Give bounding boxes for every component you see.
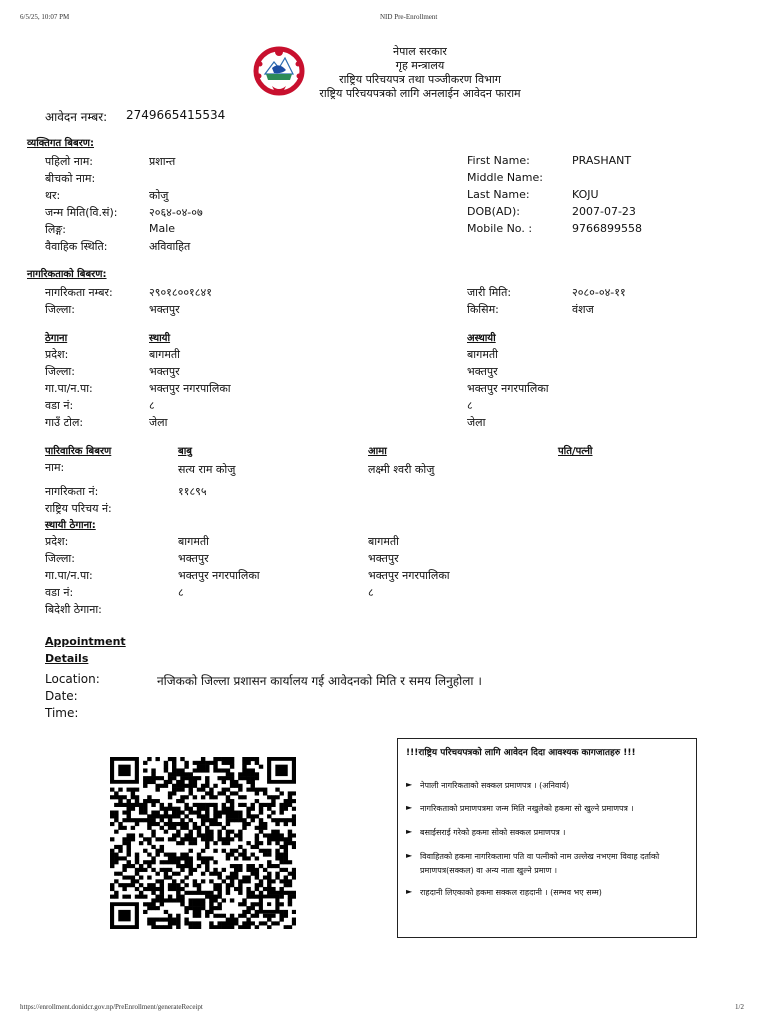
citizenship-section-title: नागरिकताको बिबरण: xyxy=(27,269,107,280)
location-label: Location: xyxy=(45,672,100,686)
permanent-address-heading: स्थायी xyxy=(149,333,171,344)
en-first-name-label: First Name: xyxy=(467,154,530,167)
bullet-icon: ► xyxy=(406,851,413,860)
tole-label: गाउँ टोल: xyxy=(45,416,84,429)
family-province-label: प्रदेश: xyxy=(45,535,69,548)
gender-value: Male xyxy=(149,222,176,235)
perm-province-value: बागमती xyxy=(149,348,181,361)
ward-label: वडा नं: xyxy=(45,399,74,412)
ministry-title: गृह मन्त्रालय xyxy=(395,59,445,72)
en-middle-name-label: Middle Name: xyxy=(467,171,543,184)
citizenship-number-label: नागरिकता नम्बर: xyxy=(45,286,113,299)
location-value: नजिकको जिल्ला प्रशासन कार्यालय गई आवेदनको मिति र समय लिनुहोला । xyxy=(157,674,482,688)
marital-status-value: अविवाहित xyxy=(149,240,191,253)
family-perm-address-heading: स्थायी ठेगाना: xyxy=(45,520,96,531)
mother-ward-value: ८ xyxy=(368,586,374,599)
father-district-value: भक्तपुर xyxy=(178,552,209,565)
dob-ad-label: DOB(AD): xyxy=(467,205,520,218)
dob-ad-value: 2007-07-23 xyxy=(572,205,636,218)
father-municipality-value: भक्तपुर नगरपालिका xyxy=(178,569,260,582)
family-name-label: नाम: xyxy=(45,461,65,474)
mobile-label: Mobile No. : xyxy=(467,222,533,235)
document-item: नागरिकताको प्रमाणपत्रमा जन्म मिति नखुलेको हकमा सो खुल्ने प्रमाणपत्र । xyxy=(420,804,634,813)
document-item: बसाईसराई गरेको हकमा सोको सक्कल प्रमाणपत्र । xyxy=(420,828,566,837)
father-ward-value: ८ xyxy=(178,586,184,599)
citizenship-type-value: वंशज xyxy=(572,303,594,316)
mother-heading: आमा xyxy=(368,446,387,457)
family-nid-label: राष्ट्रिय परिचय नं: xyxy=(45,502,112,515)
en-last-name-label: Last Name: xyxy=(467,188,530,201)
father-name-value: सत्य राम कोजु xyxy=(178,463,236,476)
perm-tole-value: जेला xyxy=(149,416,168,429)
personal-section-title: व्यक्तिगत बिबरण: xyxy=(27,138,95,149)
document-item: नेपाली नागरिकताको सक्कल प्रमाणपत्र । (अनिवार्य) xyxy=(420,781,570,790)
temp-ward-value: ८ xyxy=(467,399,473,412)
municipality-label: गा.पा/न.पा: xyxy=(45,382,93,395)
family-municipality-label: गा.पा/न.पा: xyxy=(45,569,93,582)
required-documents-box xyxy=(397,738,697,938)
citizenship-district-value: भक्तपुर xyxy=(149,303,180,316)
dob-bs-value: २०६४-०४-०७ xyxy=(149,206,203,219)
temp-municipality-value: भक्तपुर नगरपालिका xyxy=(467,382,549,395)
qr-code-icon xyxy=(110,757,296,929)
spouse-heading: पति/पत्नी xyxy=(558,446,593,457)
citizenship-type-label: किसिम: xyxy=(467,303,499,316)
family-district-label: जिल्ला: xyxy=(45,552,75,565)
dob-bs-label: जन्म मिति(वि.सं): xyxy=(45,206,118,219)
date-label: Date: xyxy=(45,689,78,703)
print-url: https://enrollment.donidcr.gov.np/PreEnrollment/generateReceipt xyxy=(20,1003,203,1011)
mother-municipality-value: भक्तपुर नगरपालिका xyxy=(368,569,450,582)
mother-province-value: बागमती xyxy=(368,535,400,548)
first-name-value: प्रशान्त xyxy=(149,155,176,168)
mobile-value: 9766899558 xyxy=(572,222,642,235)
address-section-title: ठेगाना xyxy=(45,333,68,344)
bullet-icon: ► xyxy=(406,827,413,836)
temp-province-value: बागमती xyxy=(467,348,499,361)
middle-name-label: बीचको नाम: xyxy=(45,172,96,185)
perm-municipality-value: भक्तपुर नगरपालिका xyxy=(149,382,231,395)
appointment-title-line1: Appointment xyxy=(45,635,126,648)
bullet-icon: ► xyxy=(406,803,413,812)
temp-tole-value: जेला xyxy=(467,416,486,429)
citizenship-number-value: २९०१८००१८४१ xyxy=(149,286,212,299)
family-ward-label: वडा नं: xyxy=(45,586,74,599)
district-label: जिल्ला: xyxy=(45,365,75,378)
temp-district-value: भक्तपुर xyxy=(467,365,498,378)
first-name-label: पहिलो नाम: xyxy=(45,155,93,168)
time-label: Time: xyxy=(45,706,79,720)
gender-label: लिङ्ग: xyxy=(45,223,66,236)
temporary-address-heading: अस्थायी xyxy=(467,333,496,344)
department-title: राष्ट्रिय परिचयपत्र तथा पञ्जीकरण विभाग xyxy=(339,73,501,86)
print-datetime: 6/5/25, 10:07 PM xyxy=(20,13,70,21)
govt-title: नेपाल सरकार xyxy=(393,45,447,58)
en-last-name-value: KOJU xyxy=(572,188,599,201)
issue-date-value: २०८०-०४-११ xyxy=(572,286,626,299)
bullet-icon: ► xyxy=(406,780,413,789)
father-citizenship-value: ११८९५ xyxy=(178,485,207,498)
mother-district-value: भक्तपुर xyxy=(368,552,399,565)
last-name-label: थर: xyxy=(45,189,61,202)
family-citizenship-label: नागरिकता नं: xyxy=(45,485,99,498)
document-item: राहदानी लिएकाको हकमा सक्कल राहदानी । (सम्भव भए सम्म) xyxy=(420,888,602,897)
en-first-name-value: PRASHANT xyxy=(572,154,632,167)
last-name-value: कोजु xyxy=(149,189,169,202)
father-province-value: बागमती xyxy=(178,535,210,548)
appointment-title-line2: Details xyxy=(45,652,89,665)
perm-district-value: भक्तपुर xyxy=(149,365,180,378)
form-title: राष्ट्रिय परिचयपत्रको लागि अनलाईन आवेदन फाराम xyxy=(319,87,521,100)
family-section-title: पारिवारिक बिबरण xyxy=(45,446,112,457)
father-heading: बाबु xyxy=(178,446,193,457)
documents-title: !!!राष्ट्रिय परिचयपत्रको लागि आवेदन दिदा आवश्यक कागजातहरु !!! xyxy=(406,748,636,758)
citizenship-district-label: जिल्ला: xyxy=(45,303,75,316)
province-label: प्रदेश: xyxy=(45,348,69,361)
perm-ward-value: ८ xyxy=(149,399,155,412)
print-page-title: NID Pre-Enrollment xyxy=(380,13,438,21)
bullet-icon: ► xyxy=(406,887,413,896)
mother-name-value: लक्ष्मी श्वरी कोजु xyxy=(368,463,435,476)
application-number-label: आवेदन नम्बर: xyxy=(45,110,108,124)
application-number-value: 2749665415534 xyxy=(126,108,226,122)
print-page-number: 1/2 xyxy=(735,1003,744,1011)
issue-date-label: जारी मिति: xyxy=(467,286,512,299)
marital-status-label: वैवाहिक स्थिति: xyxy=(45,240,108,253)
foreign-address-label: बिदेशी ठेगाना: xyxy=(45,603,102,616)
document-item: विवाहितको हकमा नागरिकतामा पति वा पत्नीको नाम उल्लेख नभएमा विवाह दर्ताको प्रमाणपत्र(सक्कल) वा अन्य नाता खुल्ने प्रमाण । xyxy=(420,852,660,875)
